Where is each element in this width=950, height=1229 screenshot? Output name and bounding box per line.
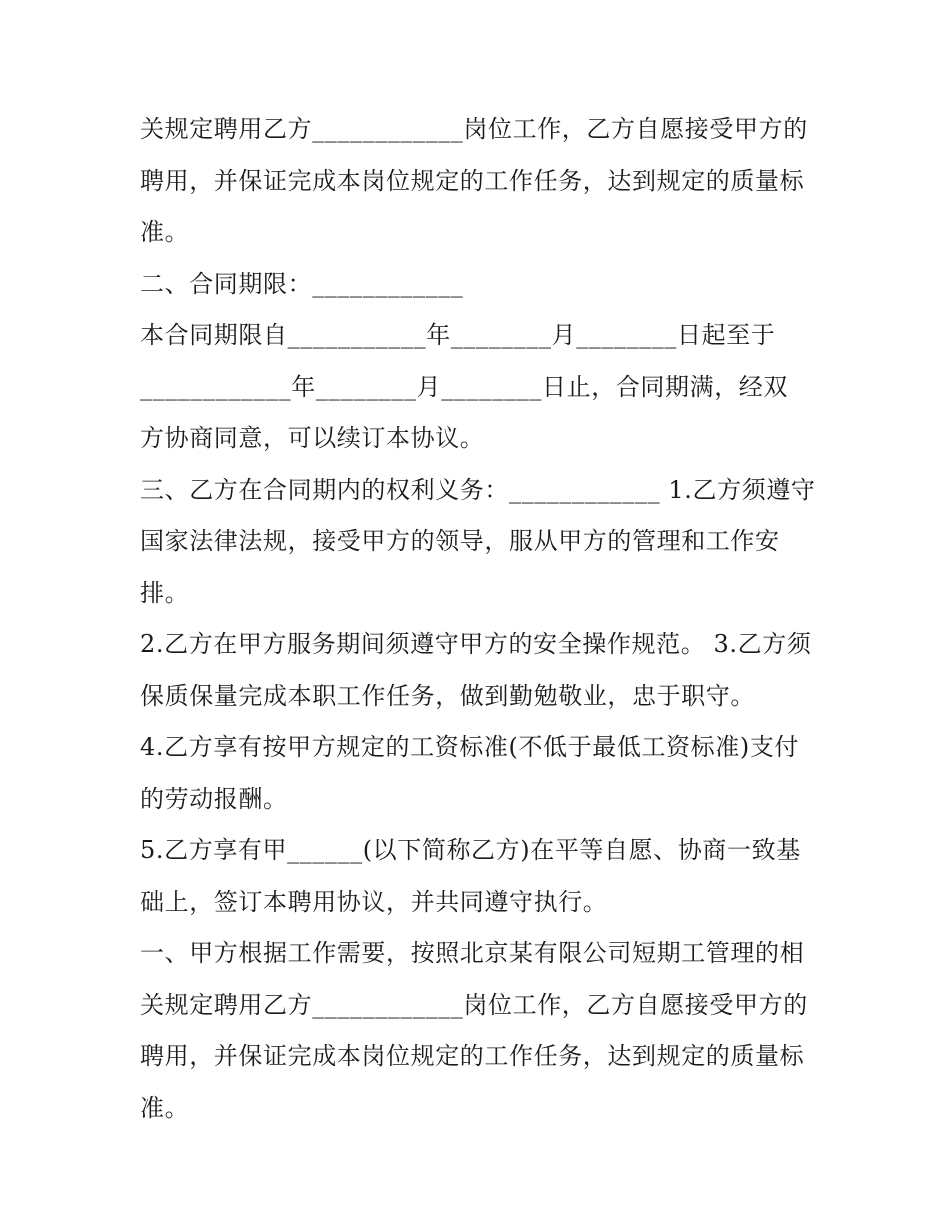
text-line bbox=[140, 980, 820, 1032]
text-line-content: 聘用，并保证完成本岗位规定的工作任务，达到规定的质量标 bbox=[140, 1042, 805, 1070]
text-line-content: 础上，签订本聘用协议，并共同遵守执行。 bbox=[140, 887, 608, 916]
text-line-content: 准。 bbox=[140, 218, 190, 246]
text-line bbox=[140, 877, 820, 929]
text-line-content: 准。 bbox=[140, 1093, 190, 1122]
text-line-content: 关规定聘用乙方____________岗位工作，乙方自愿接受甲方的 bbox=[140, 990, 808, 1019]
text-line-content: 保质保量完成本职工作任务，做到勤勉敬业，忠于职守。 bbox=[140, 681, 755, 710]
text-line bbox=[140, 671, 820, 723]
text-line-content: 三、乙方在合同期内的权利义务：____________ 1.乙方须遵守 bbox=[140, 475, 816, 504]
text-line-content: 方协商同意，可以续订本协议。 bbox=[140, 424, 485, 452]
text-line bbox=[140, 722, 820, 774]
section-heading-contract-term bbox=[140, 259, 820, 311]
document-body bbox=[140, 104, 820, 1134]
text-line bbox=[140, 568, 820, 620]
text-line bbox=[140, 774, 820, 826]
text-line bbox=[140, 207, 820, 259]
text-line bbox=[140, 1083, 820, 1135]
text-line-content: 国家法律法规，接受甲方的领导，服从甲方的管理和工作安 bbox=[140, 527, 780, 555]
text-line bbox=[140, 1031, 820, 1083]
text-line-content: 2.乙方在甲方服务期间须遵守甲方的安全操作规范。 3.乙方须 bbox=[140, 630, 812, 658]
text-line-content: 二、合同期限：____________ bbox=[140, 269, 464, 298]
text-line-content: 排。 bbox=[140, 578, 190, 607]
text-line-content: 本合同期限自___________年________月________日起至于 bbox=[140, 321, 776, 349]
text-line-content: 一、甲方根据工作需要，按照北京某有限公司短期工管理的相 bbox=[140, 939, 805, 967]
section-heading-rights-duties bbox=[140, 465, 820, 517]
text-line bbox=[140, 825, 820, 877]
text-line-content: 关规定聘用乙方____________岗位工作，乙方自愿接受甲方的 bbox=[140, 115, 808, 143]
text-line-content: 5.乙方享有甲______(以下简称乙方)在平等自愿、协商一致基 bbox=[140, 836, 801, 864]
text-line bbox=[140, 362, 820, 414]
text-line-content: 聘用，并保证完成本岗位规定的工作任务，达到规定的质量标 bbox=[140, 166, 805, 195]
section-heading-clause-one bbox=[140, 928, 820, 980]
text-line bbox=[140, 156, 820, 208]
text-line-content: ____________年________月________日止，合同期满，经双 bbox=[140, 372, 788, 401]
text-line-content: 4.乙方享有按甲方规定的工资标准(不低于最低工资标准)支付 bbox=[140, 733, 800, 761]
text-line bbox=[140, 413, 820, 465]
text-line bbox=[140, 310, 820, 362]
text-line-content: 的劳动报酬。 bbox=[140, 784, 288, 813]
text-line bbox=[140, 104, 820, 156]
text-line bbox=[140, 619, 820, 671]
text-line bbox=[140, 516, 820, 568]
